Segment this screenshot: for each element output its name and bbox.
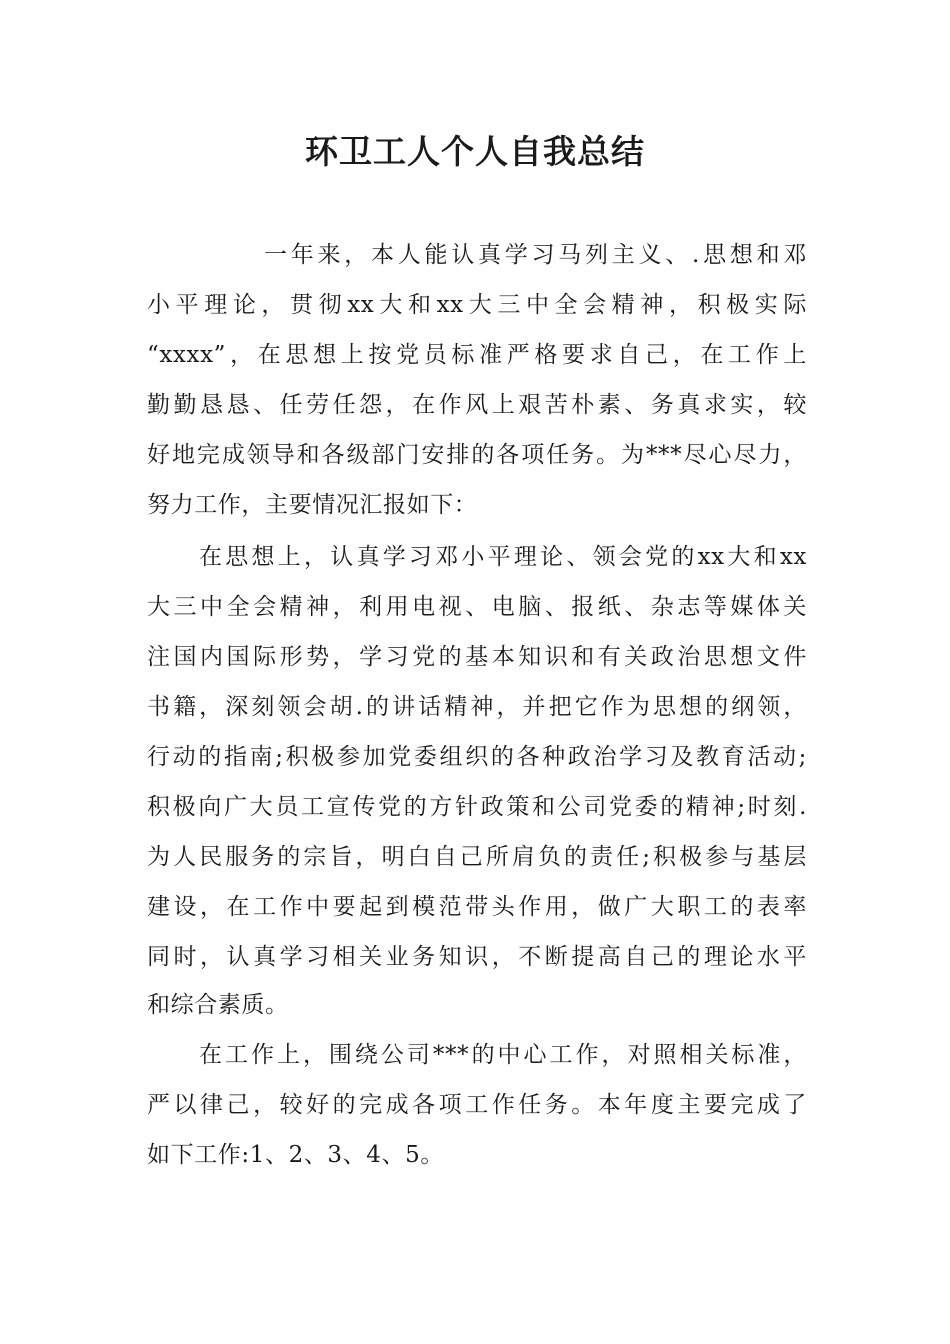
document-title: 环卫工人个人自我总结 [305,132,645,171]
paragraph-2-line-5: 行动的指南;积极参加党委组织的各种政治学习及教育活动; [147,744,807,770]
paragraph-3-line-2: 严以律己，较好的完成各项工作任务。本年度主要完成了 [147,1092,807,1118]
paragraph-2-line-6: 积极向广大员工宣传党的方针政策和公司党委的精神;时刻. [147,794,807,820]
paragraph-1-line-3: “xxxx”，在思想上按党员标准严格要求自己，在工作上 [147,342,807,368]
paragraph-2-line-3: 注国内国际形势，学习党的基本知识和有关政治思想文件 [147,644,807,670]
paragraph-1-line-5: 好地完成领导和各级部门安排的各项任务。为***尽心尽力， [147,442,807,468]
paragraph-2-line-7: 为人民服务的宗旨，明白自己所肩负的责任;积极参与基层 [147,844,807,870]
paragraph-3-line-1: 在工作上，围绕公司***的中心工作，对照相关标准， [199,1042,807,1068]
paragraph-2-line-1: 在思想上，认真学习邓小平理论、领会党的xx大和xx [199,544,807,570]
paragraph-2-line-8: 建设，在工作中要起到模范带头作用，做广大职工的表率 [147,894,807,920]
paragraph-1-line-1: 一年来，本人能认真学习马列主义、.思想和邓 [264,242,807,268]
paragraph-2-line-4: 书籍，深刻领会胡.的讲话精神，并把它作为思想的纲领， [147,694,807,720]
paragraph-1-line-6: 努力工作，主要情况汇报如下： [147,492,478,518]
paragraph-1-line-4: 勤勤恳恳、任劳任怨，在作风上艰苦朴素、务真求实，较 [147,392,807,418]
paragraph-3-line-3: 如下工作:1、2、3、4、5。 [147,1142,444,1168]
paragraph-2-line-10: 和综合素质。 [147,992,289,1018]
paragraph-2-line-2: 大三中全会精神，利用电视、电脑、报纸、杂志等媒体关 [147,594,807,620]
paragraph-2-line-9: 同时，认真学习相关业务知识，不断提高自己的理论水平 [147,944,807,970]
paragraph-1-line-2: 小平理论，贯彻xx大和xx大三中全会精神，积极实际 [147,292,807,318]
